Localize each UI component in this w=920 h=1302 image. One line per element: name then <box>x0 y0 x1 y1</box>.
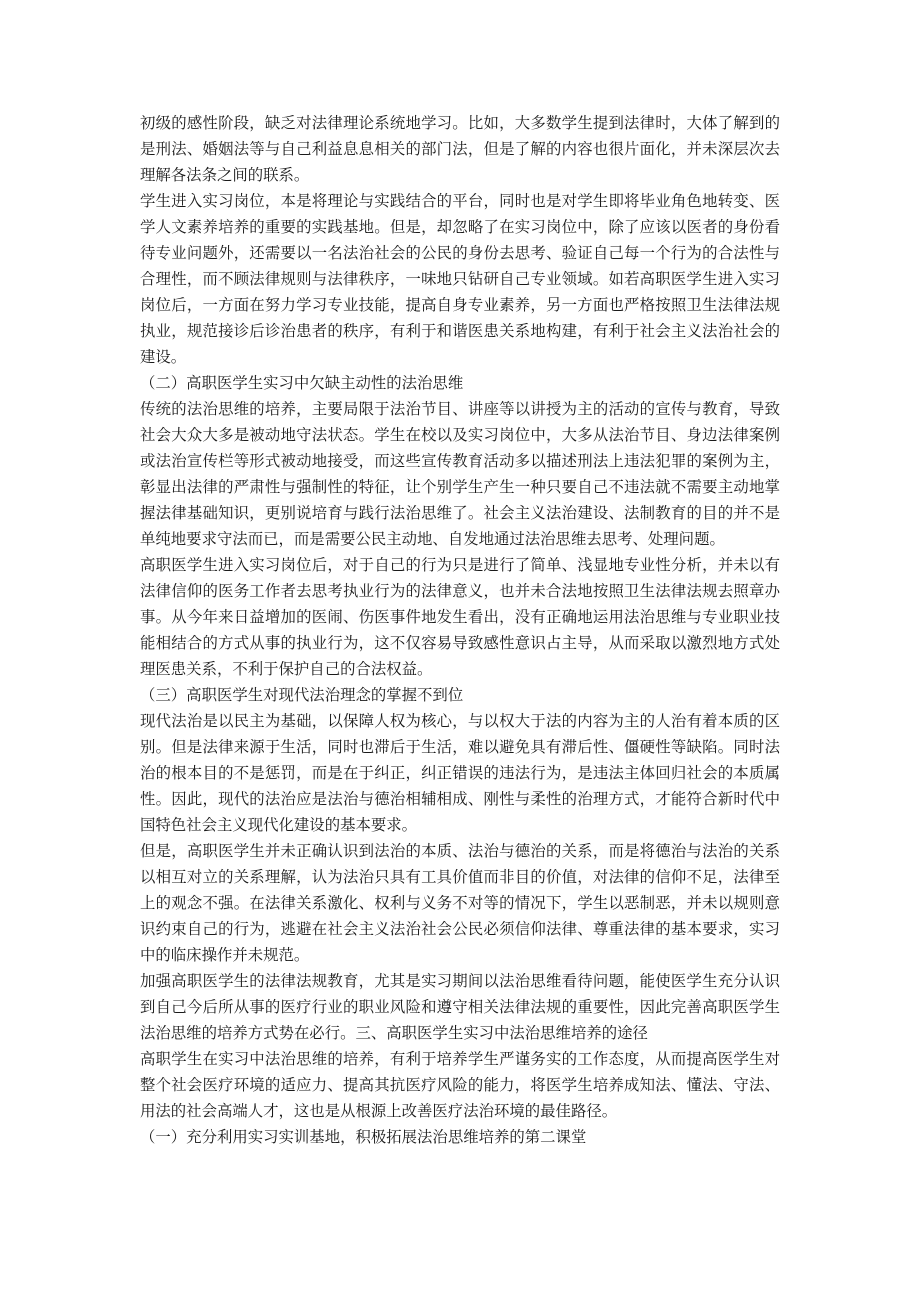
document-body <box>140 110 780 1150</box>
paragraph-6: 但是，高职医学生并未正确认识到法治的本质、法治与德治的关系，而是将德治与法治的关系以相互对立的关系理解，认为法治只具有工具价值而非目的价值，对法律的信仰不足，法律至上的观念不强。在法律关系激化、权利与义务不对等的情况下，学生以恶制恶，并未以规则意识约束自己的行为，逃避在社会主义法治社会公民必须信仰法律、尊重法律的基本要求，实习中的临床操作并未规范。 <box>140 842 780 964</box>
section-heading-2: （二）高职医学生实习中欠缺主动性的法治思维 <box>140 374 464 392</box>
paragraph-3: 传统的法治思维的培养，主要局限于法治节目、讲座等以讲授为主的活动的宣传与教育，导致社会大众大多是被动地守法状态。学生在校以及实习岗位中，大多从法治节目、身边法律案例或法治宣传栏等形式被动地接受，而这些宣传教育活动多以描述刑法上违法犯罪的案例为主，彰显出法律的严肃性与强制性的特征，让个别学生产生一种只要自己不违法就不需要主动地掌握法律基础知识，更别说培育与践行法治思维了。社会主义法治建设、法制教育的目的并不是单纯地要求守法而已，而是需要公民主动地、自发地通过法治思维去思考、处理问题。 <box>140 400 780 548</box>
paragraph-8: 高职学生在实习中法治思维的培养，有利于培养学生严谨务实的工作态度，从而提高医学生对整个社会医疗环境的适应力、提高其抗医疗风险的能力，将医学生培养成知法、懂法、守法、用法的社会高端人才，这也是从根源上改善医疗法治环境的最佳路径。 <box>140 1050 780 1120</box>
section-heading-3: （三）高职医学生对现代法治理念的掌握不到位 <box>140 686 464 704</box>
paragraph-7: 加强高职医学生的法律法规教育，尤其是实习期间以法治思维看待问题，能使医学生充分认识到自己今后所从事的医疗行业的职业风险和遵守相关法律法规的重要性，因此完善高职医学生法治思维的培养方式势在必行。三、高职医学生实习中法治思维培养的途径 <box>140 972 780 1042</box>
paragraph-4: 高职医学生进入实习岗位后，对于自己的行为只是进行了简单、浅显地专业性分析，并未以有法律信仰的医务工作者去思考执业行为的法律意义，也并未合法地按照卫生法律法规去照章办事。从今年来日益增加的医闹、伤医事件地发生看出，没有正确地运用法治思维与专业职业技能相结合的方式从事的执业行为，这不仅容易导致感性意识占主导，从而采取以激烈地方式处理医患关系，不利于保护自己的合法权益。 <box>140 556 780 678</box>
paragraph-1: 初级的感性阶段，缺乏对法律理论系统地学习。比如，大多数学生提到法律时，大体了解到的是刑法、婚姻法等与自己利益息息相关的部门法，但是了解的内容也很片面化，并未深层次去理解各法条之间的联系。 <box>140 114 780 184</box>
paragraph-5: 现代法治是以民主为基础，以保障人权为核心，与以权大于法的内容为主的人治有着本质的区别。但是法律来源于生活，同时也滞后于生活，难以避免具有滞后性、僵硬性等缺陷。同时法治的根本目的不是惩罚，而是在于纠正，纠正错误的违法行为，是违法主体回归社会的本质属性。因此，现代的法治应是法治与德治相辅相成、刚性与柔性的治理方式，才能符合新时代中国特色社会主义现代化建设的基本要求。 <box>140 712 780 834</box>
section-heading-1: （一）充分利用实习实训基地，积极拓展法治思维培养的第二课堂 <box>140 1128 587 1146</box>
paragraph-2: 学生进入实习岗位，本是将理论与实践结合的平台，同时也是对学生即将毕业角色地转变、医学人文素养培养的重要的实践基地。但是，却忽略了在实习岗位中，除了应该以医者的身份看待专业问题外，还需要以一名法治社会的公民的身份去思考、验证自己每一个行为的合法性与合理性，而不顾法律规则与法律秩序，一味地只钻研自己专业领域。如若高职医学生进入实习岗位后，一方面在努力学习专业技能，提高自身专业素养，另一方面也严格按照卫生法律法规执业，规范接诊后诊治患者的秩序，有利于和谐医患关系地构建，有利于社会主义法治社会的建设。 <box>140 192 780 366</box>
